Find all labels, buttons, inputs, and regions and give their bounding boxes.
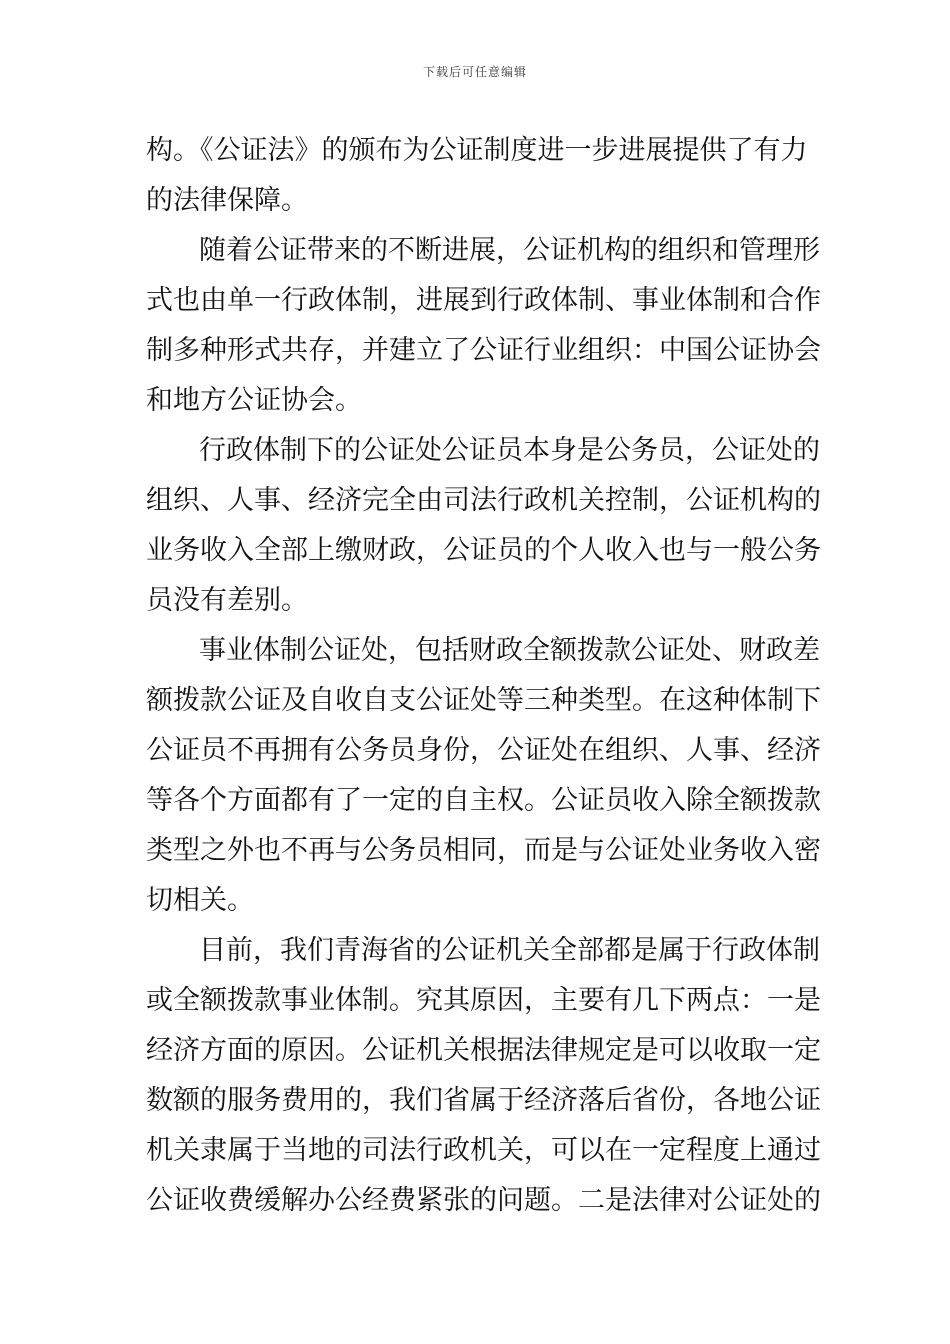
paragraph [146, 226, 821, 426]
paragraph [146, 926, 821, 1226]
text-line: 组织、人事、经济完全由司法行政机关控制，公证机构的 [146, 485, 821, 516]
page-header: 下载后可任意编辑 [422, 65, 527, 79]
text-line: 类型之外也不再与公务员相同，而是与公证处业务收入密 [146, 835, 821, 866]
text-line: 构。《公证法》的颁布为公证制度进一步进展提供了有力 [146, 135, 808, 166]
text-line: 公证收费缓解办公经费紧张的问题。二是法律对公证处的 [146, 1185, 821, 1216]
paragraph [146, 626, 821, 926]
text-line: 员没有差别。 [146, 585, 308, 616]
text-line: 经济方面的原因。公证机关根据法律规定是可以收取一定 [146, 1035, 821, 1066]
document-body [146, 126, 821, 1226]
text-line: 的法律保障。 [146, 185, 308, 216]
text-line: 公证员不再拥有公务员身份，公证处在组织、人事、经济 [146, 735, 821, 766]
text-line: 和地方公证协会。 [146, 385, 362, 416]
paragraph [146, 426, 821, 626]
text-line: 额拨款公证及自收自支公证处等三种类型。在这种体制下 [146, 685, 821, 716]
paragraph [146, 126, 806, 226]
text-line: 或全额拨款事业体制。究其原因，主要有几下两点：一是 [146, 985, 821, 1016]
text-line: 等各个方面都有了一定的自主权。公证员收入除全额拨款 [146, 785, 821, 816]
text-line: 行政体制下的公证处公证员本身是公务员，公证处的 [199, 435, 820, 466]
text-line: 数额的服务费用的，我们省属于经济落后省份，各地公证 [146, 1085, 821, 1116]
text-line: 目前，我们青海省的公证机关全部都是属于行政体制 [199, 935, 820, 966]
text-line: 随着公证带来的不断进展，公证机构的组织和管理形 [199, 235, 820, 266]
text-line: 机关隶属于当地的司法行政机关，可以在一定程度上通过 [146, 1135, 821, 1166]
text-line: 制多种形式共存，并建立了公证行业组织：中国公证协会 [146, 335, 821, 366]
text-line: 式也由单一行政体制，进展到行政体制、事业体制和合作 [146, 285, 821, 316]
text-line: 切相关。 [146, 885, 254, 916]
text-line: 业务收入全部上缴财政，公证员的个人收入也与一般公务 [146, 535, 821, 566]
text-line: 事业体制公证处，包括财政全额拨款公证处、财政差 [199, 635, 820, 666]
